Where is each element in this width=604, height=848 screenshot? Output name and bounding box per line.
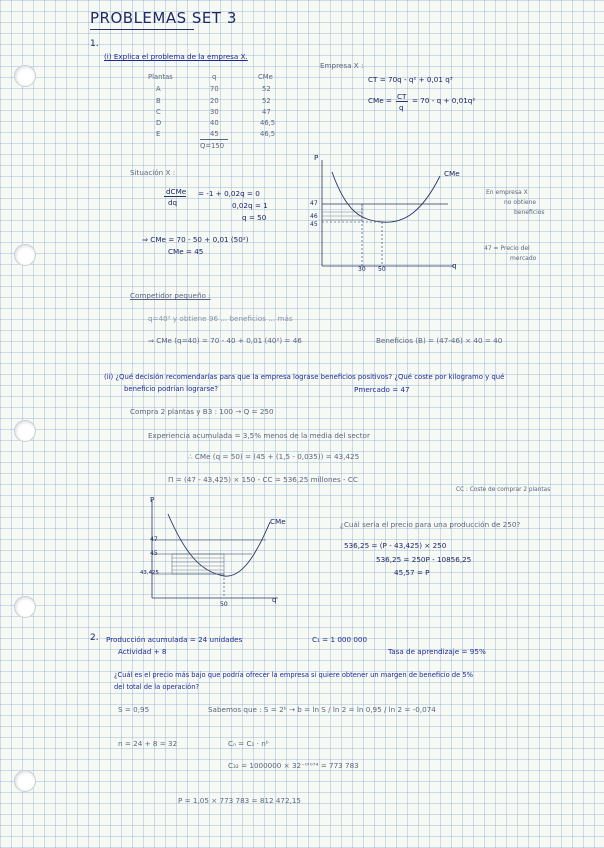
table-header-plantas: Plantas [148,73,173,81]
solve-step: 0,02q = 1 [232,201,268,210]
title-underline [90,29,194,30]
actividad: Actividad + 8 [118,647,167,656]
graph1-tick-45: 45 [310,221,318,228]
binder-hole [14,244,36,266]
binder-hole [14,596,36,618]
graph1-y-label: P [314,153,319,162]
competidor-cme: ⇒ CMe (q=40) = 70 - 40 + 0,01 (40²) = 46 [148,336,302,345]
derivative-eq: = -1 + 0,02q = 0 [198,189,260,198]
cost-curve-graph-1 [312,154,462,274]
question-precio-250: ¿Cuál sería el precio para una producción de 250? [340,520,521,529]
competidor-line: q=40² y obtiene 96 ... beneficios ... más [148,314,293,323]
graph2-x-label: q [272,595,277,604]
table-cell: 46,5 [260,130,276,138]
profit-calc: Π = (47 - 43,425) × 150 - CC = 536,25 millones - CC [168,475,358,484]
competidor-beneficios: Beneficios (B) = (47-46) × 40 = 40 [376,336,503,345]
table-cell: 30 [210,108,219,116]
page-title: PROBLEMAS SET 3 [90,9,237,27]
sabemos-formula: Sabemos que : S = 2ᵇ → b = ln S / ln 2 = ln 0,95 / ln 2 = -0,074 [208,705,436,714]
graph1-note: En empresa X [486,189,528,196]
table-cell: C [156,108,161,116]
final-price: P = 1,05 × 773 783 = 812 472,15 [178,796,301,805]
graph2-tick-47: 47 [150,536,158,543]
table-total-line [200,139,228,140]
graph1-tick-50: 50 [378,266,386,273]
graph2-tick-45: 45 [150,550,158,557]
graph1-tick-30: 30 [358,266,366,273]
graph1-tick-46: 46 [310,213,318,220]
table-header-q: q [212,73,217,81]
table-cell: 47 [262,108,271,116]
cn-formula: Cₙ = C₁ · nᵇ [228,739,269,748]
competidor-label: Competidor pequeño : [130,291,211,300]
graph2-tick-43: 43,425 [140,570,159,576]
table-cell: 45 [210,130,219,138]
cme-substitution: ⇒ CMe = 70 - 50 + 0,01 (50²) [142,235,249,244]
precio-mercado: Pmercado = 47 [354,385,410,394]
cc-note: CC : Coste de comprar 2 plantas [456,487,551,493]
frac-bar [164,196,186,197]
graph1-note: no obtiene [504,199,537,206]
n-value: n = 24 + 8 = 32 [118,739,178,748]
graph2-y-label: P [150,495,155,504]
question-1-ii: (ii) ¿Qué decisión recomendarías para que la empresa lograse beneficios positivos? ¿Qué coste por kilogramo y qué [104,373,505,381]
solve-result: q = 50 [242,213,267,222]
graph1-tick-47: 47 [310,200,318,207]
graph1-curve-label: CMe [444,169,460,178]
graph1-note: 47 = Precio del [484,245,530,252]
table-cell: 40 [210,119,219,127]
cost-curve-graph-2 [142,494,282,606]
situacion-label: Situación X : [130,168,176,177]
graph1-note: mercado [510,255,537,262]
c32-calc: C₃₂ = 1000000 × 32⁻⁰'⁰⁷⁴ = 773 783 [228,761,359,770]
derivative-num: dCMe [166,187,187,196]
table-cell: 46,5 [260,119,276,127]
question-1-i: (i) Explica el problema de la empresa X. [104,52,248,61]
problem-1-number: 1. [90,39,99,49]
frac-bar [396,101,408,102]
cme-frac-num: CT [397,92,407,101]
c1-value: C₁ = 1 000 000 [312,635,368,644]
cme-lhs: CMe = [368,96,392,105]
table-cell: 20 [210,97,219,105]
table-cell: A [156,85,161,93]
experiencia: Experiencia acumulada = 3,5% menos de la media del sector [148,431,370,440]
binder-hole [14,420,36,442]
compra-plantas: Compra 2 plantas y B3 : 100 → Q = 250 [130,407,274,416]
empresa-label: Empresa X : [320,61,364,70]
graph2-tick-50: 50 [220,601,228,608]
cme-new-calc: ∴ CMe (q = 50) = (45 + (1,5 - 0,035)) = 43,425 [188,452,360,461]
binder-hole [14,770,36,792]
produccion-acumulada: Producción acumulada = 24 unidades [106,635,243,644]
price-answer-3: 45,57 = P [394,568,430,577]
cme-result: CMe = 45 [168,247,204,256]
table-cell: B [156,97,161,105]
table-cell: 52 [262,97,271,105]
tasa-aprendizaje: Tasa de aprendizaje = 95% [388,647,486,656]
table-cell: E [156,130,161,138]
graph1-x-label: q [452,261,457,270]
graph2-curve-label: CMe [270,517,286,526]
price-answer-1: 536,25 = (P - 43,425) × 250 [344,541,447,550]
question-1-ii-cont: beneficio podrían lograrse? [124,385,219,393]
derivative-den: dq [168,198,178,207]
table-header-cme: CMe [258,73,273,81]
table-cell: 52 [262,85,271,93]
table-cell: D [156,119,162,127]
question-2-cont: del total de la operación? [114,683,200,691]
question-2: ¿Cuál es el precio más bajo que podría ofrecer la empresa si quiere obtener un margen de beneficio de 5% [114,671,473,679]
table-total: Q=150 [200,142,225,150]
binder-hole [14,65,36,87]
ct-formula: CT = 70q - q² + 0,01 q³ [368,75,453,84]
s-value: S = 0,95 [118,705,150,714]
price-answer-2: 536,25 = 250P - 10856,25 [376,555,472,564]
problem-2-number: 2. [90,633,99,643]
graph1-note: beneficios [514,209,545,216]
cme-rhs: = 70 - q + 0,01q² [412,96,476,105]
table-cell: 70 [210,85,219,93]
cme-frac-den: q [399,103,404,112]
